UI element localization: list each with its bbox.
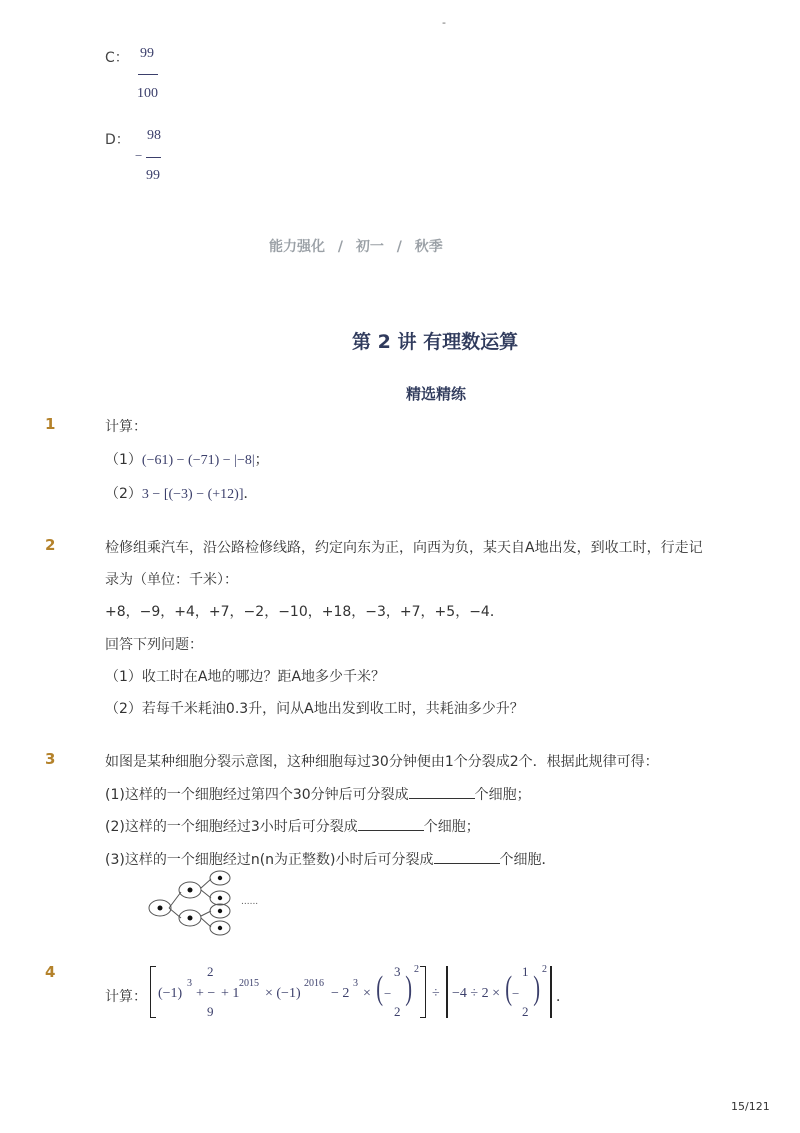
option-c-fraction-bar bbox=[138, 74, 158, 75]
q3-sub1 bbox=[105, 784, 531, 804]
fraction-numerator: 2 bbox=[207, 964, 214, 979]
q1-part1 bbox=[105, 449, 269, 469]
fraction-denominator: 2 bbox=[394, 1004, 401, 1019]
answer-blank[interactable] bbox=[358, 816, 424, 831]
term-neg1-power: × (−1) bbox=[265, 986, 301, 1001]
term-two-cubed: − 2 bbox=[331, 986, 350, 1001]
fraction-numerator: 1 bbox=[522, 964, 529, 979]
diagram-ellipsis: ...... bbox=[241, 897, 259, 907]
question-number: 3 bbox=[45, 750, 56, 768]
q1-part1-expression: (−61) − (−71) − |−8| bbox=[141, 453, 255, 468]
q4-expression bbox=[148, 962, 568, 1022]
q3-sub2-text: (2)这样的一个细胞经过3小时后可分裂成 bbox=[105, 819, 358, 835]
q3-sub2-suffix: 个细胞； bbox=[423, 819, 480, 835]
times-sign: × bbox=[363, 986, 371, 1001]
option-d-numerator: 98 bbox=[147, 128, 161, 143]
fraction-denominator: 2 bbox=[522, 1004, 529, 1019]
exponent: 2 bbox=[414, 964, 419, 975]
header-grade: 初一 bbox=[355, 239, 384, 255]
q2-records: +8，−9，+4，+7，−2，−10，+18，−3，+7，+5，−4． bbox=[105, 604, 504, 620]
header-separator: / bbox=[337, 239, 343, 255]
q2-line2: 录为（单位：千米）： bbox=[105, 572, 238, 588]
term-neg1: (−1) bbox=[158, 986, 183, 1001]
section-title: 精选精练 bbox=[406, 385, 467, 403]
q2-prompt: 回答下列问题： bbox=[105, 637, 203, 653]
q1-part2-label: （2） bbox=[105, 486, 142, 502]
q4-end: ． bbox=[556, 989, 570, 1005]
left-bracket bbox=[150, 966, 156, 1018]
divide-sign: ÷ bbox=[432, 986, 440, 1001]
option-d-denominator: 99 bbox=[146, 168, 160, 183]
q4-intro: 计算： bbox=[105, 989, 147, 1005]
q1-intro: 计算： bbox=[105, 419, 147, 435]
fraction-sign: − bbox=[384, 986, 392, 1001]
exponent: 3 bbox=[187, 978, 192, 989]
question-number: 4 bbox=[45, 963, 56, 981]
plus-minus: + − bbox=[196, 986, 216, 1001]
running-header bbox=[269, 236, 443, 256]
lecture-title: 第 2 讲 有理数运算 bbox=[352, 331, 519, 353]
question-number: 1 bbox=[45, 415, 56, 433]
abs-expression: −4 ÷ 2 × bbox=[452, 986, 500, 1001]
answer-blank[interactable] bbox=[434, 849, 500, 864]
q3-line1: 如图是某种细胞分裂示意图，这种细胞每过30分钟便由1个分裂成2个．根据此规律可得： bbox=[105, 754, 659, 770]
top-mark: - bbox=[442, 16, 446, 29]
q1-part2-expression: 3 − [(−3) − (+12)] bbox=[141, 487, 244, 502]
q1-part1-label: （1） bbox=[105, 452, 142, 468]
option-c-numerator: 99 bbox=[140, 46, 154, 61]
header-course: 能力强化 bbox=[269, 239, 325, 255]
option-c-label: C： bbox=[105, 50, 129, 66]
abs-bar-right bbox=[550, 966, 552, 1018]
option-d-sign: − bbox=[135, 148, 143, 163]
page-number: 15/121 bbox=[731, 1100, 770, 1113]
exponent: 3 bbox=[353, 978, 358, 989]
right-bracket bbox=[420, 966, 426, 1018]
header-separator: / bbox=[396, 239, 402, 255]
option-d-fraction-bar bbox=[146, 157, 161, 158]
option-c-denominator: 100 bbox=[137, 86, 158, 101]
right-paren: ) bbox=[533, 970, 541, 1007]
abs-bar-left bbox=[446, 966, 448, 1018]
term-one: + 1 bbox=[221, 986, 240, 1001]
q3-sub3-suffix: 个细胞． bbox=[499, 852, 556, 868]
q3-sub3-text: (3)这样的一个细胞经过n(n为正整数)小时后可分裂成 bbox=[105, 852, 434, 868]
left-paren: ( bbox=[505, 970, 513, 1007]
q2-sub1: （1）收工时在A地的哪边？距A地多少千米？ bbox=[105, 669, 386, 685]
q2-line1: 检修组乘汽车，沿公路检修线路，约定向东为正，向西为负，某天自A地出发，到收工时，行走记 bbox=[105, 540, 703, 556]
right-paren: ) bbox=[405, 970, 413, 1007]
fraction-numerator: 3 bbox=[394, 964, 401, 979]
left-paren: ( bbox=[376, 970, 384, 1007]
q1-part2 bbox=[105, 483, 257, 503]
q1-part1-end: ； bbox=[254, 452, 269, 468]
q3-sub3 bbox=[105, 849, 556, 869]
exponent: 2016 bbox=[304, 978, 324, 989]
exponent: 2 bbox=[542, 964, 547, 975]
fraction-sign: − bbox=[512, 986, 520, 1001]
q3-sub1-text: (1)这样的一个细胞经过第四个30分钟后可分裂成 bbox=[105, 787, 409, 803]
exponent: 2015 bbox=[239, 978, 259, 989]
fraction-denominator: 9 bbox=[207, 1004, 214, 1019]
answer-blank[interactable] bbox=[409, 784, 475, 799]
q3-sub1-suffix: 个细胞； bbox=[474, 787, 531, 803]
q3-sub2 bbox=[105, 816, 480, 836]
q1-part2-end: ． bbox=[243, 486, 258, 502]
header-term: 秋季 bbox=[414, 239, 443, 255]
q2-sub2: （2）若每千米耗油0.3升，问从A地出发到收工时，共耗油多少升？ bbox=[105, 701, 524, 717]
question-number: 2 bbox=[45, 536, 56, 554]
option-d-label: D： bbox=[105, 132, 130, 148]
